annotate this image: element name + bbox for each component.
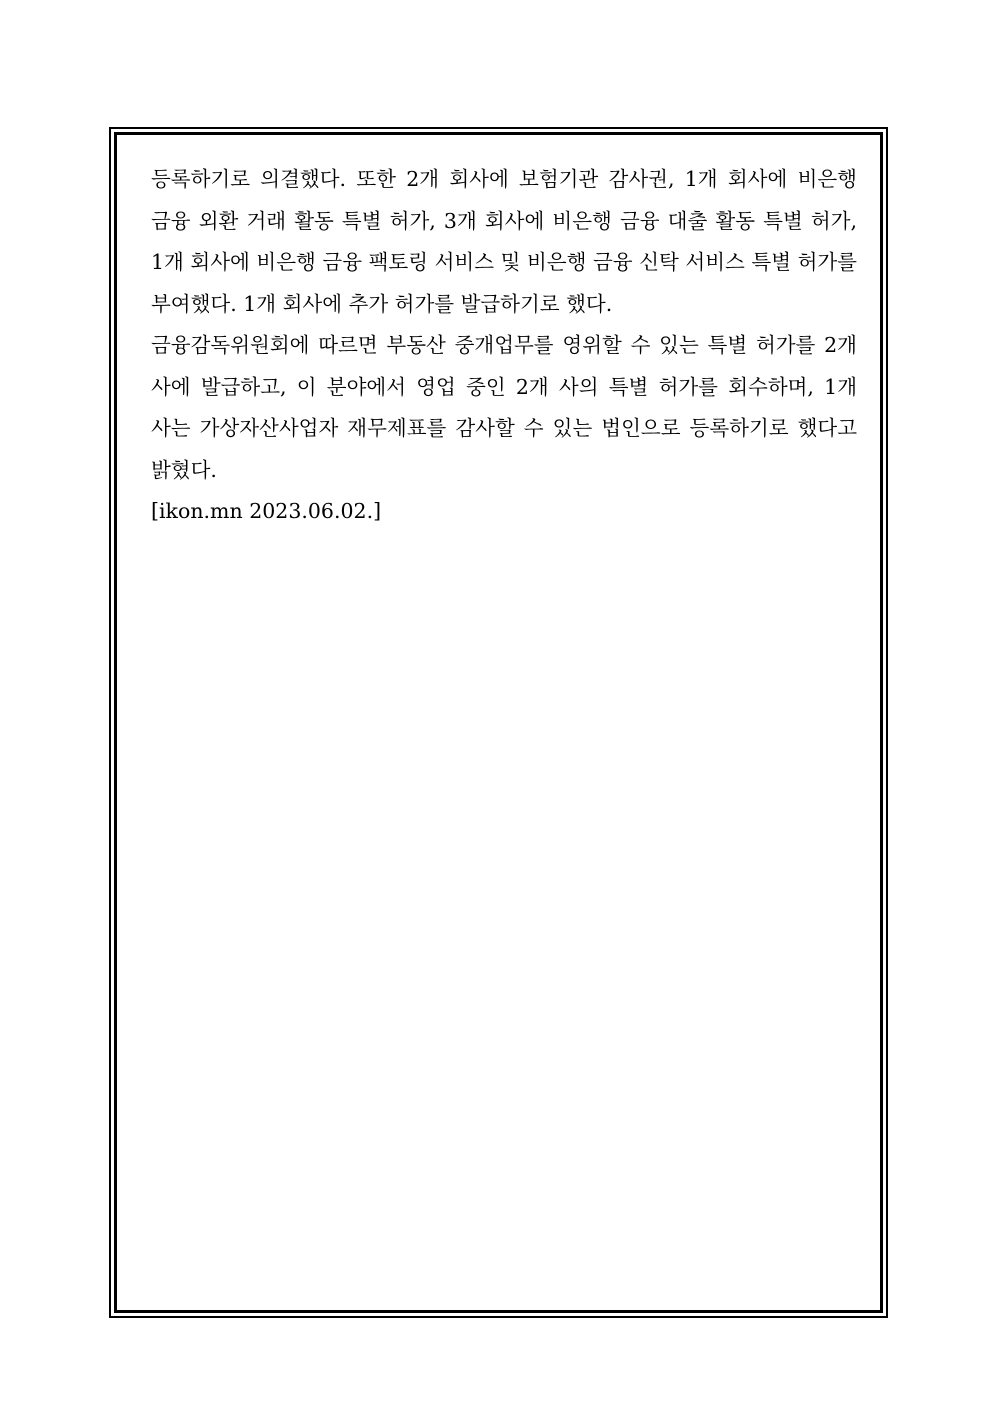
document-body (151, 159, 857, 533)
paragraph-1: 등록하기로 의결했다. 또한 2개 회사에 보험기관 감사권, 1개 회사에 비은행 금융 외환 거래 활동 특별 허가, 3개 회사에 비은행 금융 대출 활동 특별 허가, 1개 회사에 비은행 금융 팩토링 서비스 및 비은행 금융 신탁 서비스 특별 허가를 부여했다. 1개 회사에 추가 허가를 발급하기로 했다. (151, 167, 857, 316)
document-border-inner (114, 132, 883, 1313)
source-citation: [ikon.mn 2023.06.02.] (151, 499, 382, 523)
paragraph-2: 금융감독위원회에 따르면 부동산 중개업무를 영위할 수 있는 특별 허가를 2개 사에 발급하고, 이 분야에서 영업 중인 2개 사의 특별 허가를 회수하며, 1개 사는 가상자산사업자 재무제표를 감사할 수 있는 법인으로 등록하기로 했다고 밝혔다. (151, 333, 857, 482)
document-border-outer (109, 127, 888, 1318)
